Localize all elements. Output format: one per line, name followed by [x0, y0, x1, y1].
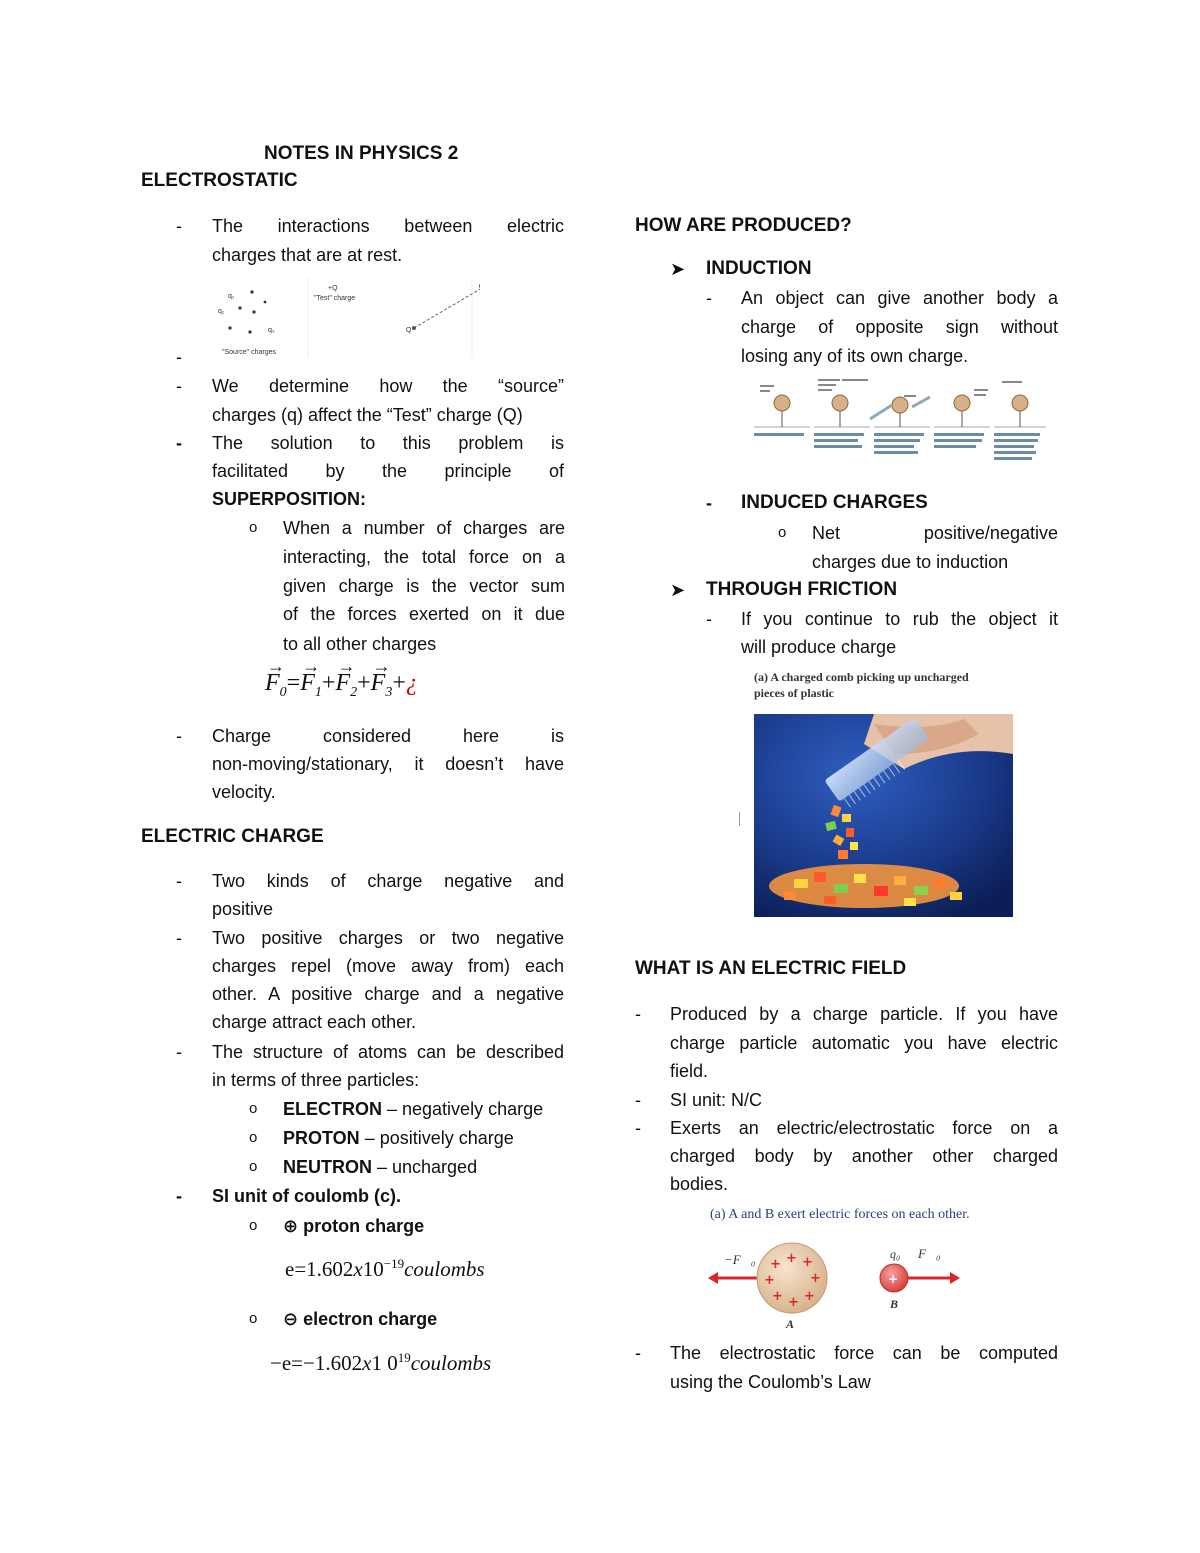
induction-figure [752, 375, 1048, 477]
dash: - [706, 288, 712, 308]
bullet-text: charges repel (move away from) each [212, 956, 564, 976]
sub-bullet-text: charges due to induction [812, 552, 1009, 572]
sub-bullet-marker: o [249, 1100, 258, 1117]
dash: - [706, 493, 712, 513]
far-q-label: Q [406, 327, 412, 334]
svg-text:+: + [788, 1295, 799, 1310]
bullet-text: charge particle automatic you have electric [670, 1033, 1058, 1053]
bullet-text: positive [212, 899, 274, 919]
bullet-text: The electrostatic force can be computed [670, 1343, 1058, 1363]
f0-label: F⃗₀ [918, 1246, 941, 1261]
sub-bullet-marker: o [249, 1129, 258, 1146]
superposition-term: SUPERPOSITION: [212, 489, 367, 509]
bullet-text: charges that are at rest. [212, 245, 403, 265]
dash: - [176, 928, 182, 948]
dash: - [176, 1186, 182, 1206]
superposition-formula: → $F_0=$ → $F_1+$ → $F_2+$ → $F_3+¿$ [265, 656, 418, 700]
sphere-b-label: B [890, 1297, 899, 1311]
sub-bullet-text: of the forces exerted on it due [283, 604, 565, 624]
page-title: NOTES IN PHYSICS 2 [264, 143, 459, 164]
q3-label: q₃ [268, 327, 275, 334]
bullet-text: Produced by a charge particle. If you have [670, 1004, 1058, 1024]
electron-charge-label: ⊖ electron charge [283, 1309, 438, 1329]
svg-text:+: + [802, 1255, 813, 1270]
svg-text:+: + [770, 1257, 781, 1272]
svg-text:+: + [786, 1251, 797, 1266]
induced-charges-heading: INDUCED CHARGES [741, 492, 928, 513]
electric-force-figure [706, 1232, 968, 1332]
bullet-text: Charge considered here is [212, 726, 564, 746]
bullet-text: Two kinds of charge negative and [212, 871, 564, 891]
bullet-text: Exerts an electric/electrostatic force on a [670, 1118, 1058, 1138]
bullet-text: other. A positive charge and a negative [212, 984, 564, 1004]
friction-heading: THROUGH FRICTION [706, 579, 898, 600]
sub-bullet-text: Net positive/negative [812, 523, 1058, 543]
sub-bullet-marker: o [249, 1310, 258, 1327]
section-heading-electric-field: WHAT IS AN ELECTRIC FIELD [635, 958, 907, 979]
bullet-text: facilitated by the principle of [212, 461, 564, 481]
dash: - [176, 216, 182, 236]
bullet-text: Two positive charges or two negative [212, 928, 564, 948]
bullet-text: charge attract each other. [212, 1012, 417, 1032]
dash: - [176, 726, 182, 746]
bullet-text: The solution to this problem is [212, 433, 564, 453]
dash: - [635, 1343, 641, 1363]
proton-charge-label: ⊕ proton charge [283, 1216, 425, 1236]
particle-neutron: NEUTRON – uncharged [283, 1157, 478, 1177]
dash: - [635, 1118, 641, 1138]
bullet-text: velocity. [212, 782, 276, 802]
dash: - [176, 871, 182, 891]
bullet-text: field. [670, 1061, 709, 1081]
dash: - [635, 1090, 641, 1110]
q2-label: q₂ [218, 308, 225, 315]
test-charge-label: "Test" charge [314, 295, 356, 302]
sub-bullet-text: When a number of charges are [283, 518, 565, 538]
dash: - [176, 376, 182, 396]
bullet-text: We determine how the “source” [212, 376, 564, 396]
svg-text:+: + [764, 1273, 775, 1288]
section-heading-how-produced: HOW ARE PRODUCED? [635, 215, 852, 236]
section-heading-electrostatic: ELECTROSTATIC [141, 170, 298, 191]
sub-bullet-marker: o [249, 519, 258, 536]
bullet-text: charged body by another other charged [670, 1146, 1058, 1166]
induction-heading: INDUCTION [706, 258, 812, 279]
bullet-text: losing any of its own charge. [741, 346, 969, 366]
arrow-bullet-icon: ➤ [670, 259, 686, 279]
figure-mark [739, 812, 740, 826]
bullet-text: The interactions between electric [212, 216, 564, 236]
particle-electron: ELECTRON – negatively charge [283, 1099, 544, 1119]
bullet-text: An object can give another body a [741, 288, 1058, 308]
bullet-text: charges (q) affect the “Test” charge (Q) [212, 405, 523, 425]
q0-label: q₀ [890, 1247, 901, 1261]
svg-text:+: + [888, 1272, 899, 1286]
dash: - [635, 1004, 641, 1024]
si-unit-coulomb: SI unit of coulomb (c). [212, 1186, 401, 1206]
comb-caption: (a) A charged comb picking up uncharged pieces of plastic [754, 670, 969, 700]
bullet-text: non-moving/stationary, it doesn’t have [212, 754, 564, 774]
source-charges-label: "Source" charges [222, 349, 276, 356]
sub-bullet-text: given charge is the vector sum [283, 576, 565, 596]
bullet-text: charge of opposite sign without [741, 317, 1058, 337]
dash: - [176, 1042, 182, 1062]
charged-comb-photo [754, 714, 1013, 917]
dash: - [706, 609, 712, 629]
svg-text:+: + [804, 1289, 815, 1304]
bullet-text: bodies. [670, 1174, 729, 1194]
bullet-text: using the Coulomb’s Law [670, 1372, 871, 1392]
minus-f0-label: −F⃗₀ [724, 1252, 756, 1267]
bullet-text: will produce charge [741, 637, 897, 657]
svg-text:+: + [772, 1289, 783, 1304]
sub-bullet-marker: o [249, 1217, 258, 1234]
q1-label: q₁ [228, 293, 235, 300]
particle-proton: PROTON – positively charge [283, 1128, 514, 1148]
section-heading-electric-charge: ELECTRIC CHARGE [141, 826, 324, 847]
force-caption: (a) A and B exert electric forces on each other. [710, 1207, 970, 1222]
sub-bullet-marker: o [778, 524, 787, 541]
svg-text:+: + [810, 1271, 821, 1286]
arrow-bullet-icon: ➤ [670, 580, 686, 600]
bullet-text: The structure of atoms can be described [212, 1042, 564, 1062]
electron-charge-formula: −e=−1.602x1 $0^{19}coulombs$ [270, 1350, 492, 1375]
proton-charge-formula: $e=1.602x10^{-19}coulombs$ [285, 1256, 485, 1281]
bullet-text: If you continue to rub the object it [741, 609, 1058, 629]
sub-bullet-marker: o [249, 1158, 258, 1175]
sub-bullet-text: interacting, the total force on a [283, 547, 565, 567]
bullet-text: SI unit: N/C [670, 1090, 763, 1110]
sphere-a-label: A [786, 1317, 795, 1331]
dash: - [176, 347, 182, 367]
source-test-charges-figure [210, 278, 480, 360]
dash: - [176, 433, 182, 453]
sub-bullet-text: to all other charges [283, 634, 437, 654]
test-q-label: +Q [328, 285, 338, 292]
bullet-text: in terms of three particles: [212, 1070, 420, 1090]
